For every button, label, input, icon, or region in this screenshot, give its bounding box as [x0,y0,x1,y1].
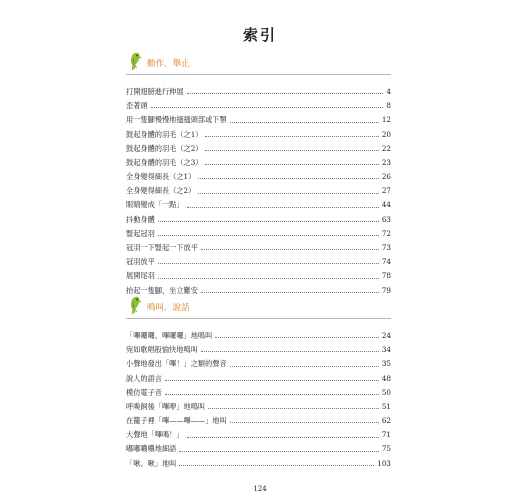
index-entry [126,453,391,467]
dot-leader [205,164,378,165]
dot-leader [205,136,378,137]
entry-label: 「啾、啾」地叫 [126,458,177,468]
entry-label: 鼓起身體的羽毛（之3） [126,157,203,167]
section-header [126,296,391,319]
dot-leader [158,278,379,279]
entry-page-number: 26 [381,172,391,182]
entry-page-number: 27 [381,186,391,196]
index-entry [126,109,391,123]
entry-label: 打開翅膀進行伸展 [126,86,184,96]
entry-label: 呼喚飼後「嗶咿」地鳴叫 [126,401,206,411]
index-entry [126,280,391,294]
entry-page-number: 34 [381,345,391,355]
index-entry [126,251,391,265]
section-header [126,52,391,75]
entry-page-number: 20 [381,129,391,139]
dot-leader [208,408,379,409]
page-title: 索引 [242,26,277,44]
dot-leader [158,263,379,264]
entry-label: 抖動身體 [126,214,155,224]
index-entry [126,265,391,279]
section-title: 鳴叫．說話 [147,303,190,313]
entry-label: 豎起冠羽 [126,228,155,238]
entry-label: 小聲地發出「嗶！」之類的聲音 [126,359,227,369]
entry-page-number: 50 [381,387,391,397]
index-entry [126,81,391,95]
entry-label: 模仿電子音 [126,387,162,397]
index-entry [126,424,391,438]
dot-leader [201,249,379,250]
index-entry [126,410,391,424]
entry-page-number: 103 [377,458,391,468]
entry-page-number: 24 [381,330,391,340]
entry-label: 冠羽放平 [126,257,155,267]
entry-page-number: 75 [381,444,391,454]
entry-label: 在籠子裡「嗶——嗶——」地叫 [126,416,227,426]
section-title: 動作．舉止 [147,59,190,69]
dot-leader [187,207,379,208]
entry-page-number: 35 [381,359,391,369]
dot-leader [230,122,379,123]
dot-leader [201,351,379,352]
entry-page-number: 78 [381,271,391,281]
dot-leader [201,292,379,293]
entry-label: 說人的語言 [126,373,162,383]
entry-label: 嘟嘟噥噥地細語 [126,444,177,454]
entry-label: 宛如歌唱般愉快地鳴叫 [126,345,198,355]
entry-list [126,81,391,294]
index-entry [126,339,391,353]
index-entry [126,237,391,251]
index-entry [126,439,391,453]
entry-list [126,325,391,467]
entry-label: 展開尾羽 [126,271,155,281]
index-entry [126,138,391,152]
index-entry [126,180,391,194]
entry-label: 鼓起身體的羽毛（之2） [126,143,203,153]
parrot-icon [126,294,142,316]
entry-label: 全身變得細長（之1） [126,172,196,182]
entry-page-number: 72 [381,228,391,238]
index-entry [126,209,391,223]
index-entry [126,95,391,109]
entry-page-number: 79 [381,285,391,295]
entry-label: 「嗶囉囉、嗶囉囉」地鳴叫 [126,330,213,340]
entry-page-number: 62 [381,416,391,426]
index-entry [126,368,391,382]
entry-label: 大聲地「嗶喝！」 [126,430,184,440]
entry-label: 抬起一隻腳，坐立難安 [126,285,198,295]
entry-page-number: 63 [381,214,391,224]
entry-label: 鼓起身體的羽毛（之1） [126,129,203,139]
dot-leader [215,337,379,338]
entry-page-number: 4 [386,86,391,96]
entry-page-number: 74 [381,257,391,267]
dot-leader [165,380,379,381]
dot-leader [205,150,378,151]
entry-page-number: 23 [381,157,391,167]
index-entry [126,124,391,138]
entry-page-number: 71 [381,430,391,440]
page-number: 124 [253,485,267,493]
index-entry [126,382,391,396]
dot-leader [230,366,379,367]
entry-page-number: 44 [381,200,391,210]
dot-leader [187,93,384,94]
index-section-actions [126,52,391,294]
dot-leader [179,451,379,452]
dot-leader [158,221,379,222]
dot-leader [158,235,379,236]
index-entry [126,166,391,180]
entry-page-number: 12 [381,115,391,125]
entry-label: 用一隻腳慢慢地搔搔頭部或下顎 [126,115,227,125]
entry-page-number: 8 [386,101,391,111]
entry-label: 全身變得細長（之2） [126,186,196,196]
entry-page-number: 51 [381,401,391,411]
parrot-icon [126,50,142,72]
dot-leader [179,465,374,466]
index-entry [126,223,391,237]
dot-leader [198,193,379,194]
dot-leader [165,394,379,395]
entry-page-number: 22 [381,143,391,153]
entry-label: 眼睛變成「一點」 [126,200,184,210]
entry-label: 歪著頭 [126,101,148,111]
dot-leader [151,107,384,108]
entry-page-number: 73 [381,243,391,253]
index-entry [126,152,391,166]
index-entry [126,195,391,209]
index-entry [126,396,391,410]
dot-leader [187,437,379,438]
index-entry [126,353,391,367]
dot-leader [198,178,379,179]
entry-page-number: 48 [381,373,391,383]
index-entry [126,325,391,339]
dot-leader [230,422,379,423]
index-section-calls [126,296,391,467]
entry-label: 冠羽一下豎起一下放平 [126,243,198,253]
